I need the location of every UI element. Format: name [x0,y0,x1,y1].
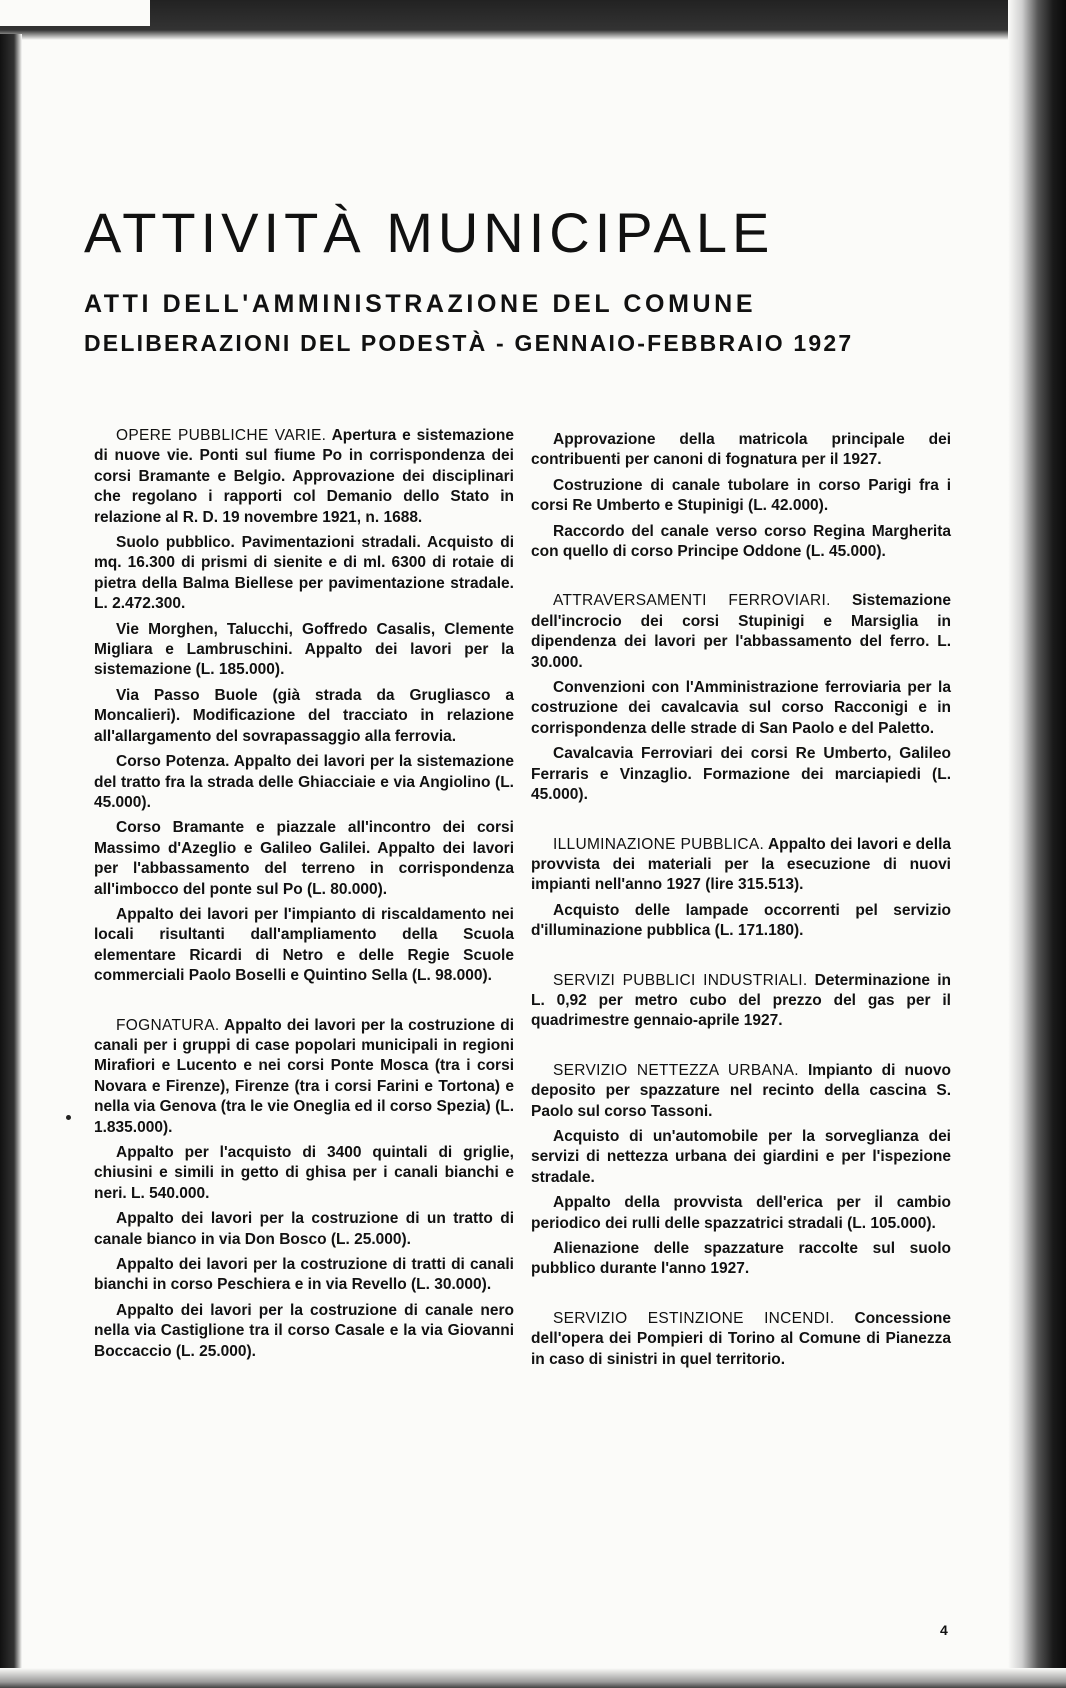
ink-spot [66,1115,71,1120]
right-column [531,430,951,1375]
section-heading: FOGNATURA. [116,1016,220,1034]
paragraph: Vie Morghen, Talucchi, Goffredo Casalis, Clemente Migliara e Lambruschini. Appalto dei lavori per la sistemazione (L. 185.000). [94,620,514,679]
paragraph: Cavalcavia Ferroviari dei corsi Re Umberto, Galileo Ferraris e Vinzaglio. Formazione dei marciapiedi (L. 45.000). [531,745,951,804]
paragraph: Raccordo del canale verso corso Regina Margherita con quello di corso Principe Oddone (L. 45.000). [531,522,951,561]
scan-edge-bottom [0,1668,1066,1688]
scan-edge-notch [0,0,150,26]
paragraph: Appalto della provvista dell'erica per il cambio periodico dei rulli delle spazzatrici stradali (L. 105.000). [531,1194,951,1232]
paragraph: SERVIZIO ESTINZIONE INCENDI. Concessione dell'opera dei Pompieri di Torino al Comune di Pianezza in caso di sinistri in quel territorio. [531,1309,951,1368]
scan-edge-left [0,34,22,1688]
paragraph: Appalto dei lavori per l'impianto di riscaldamento nei locali risultanti dall'ampliamento della Scuola elementare Ricardi di Netro e delle Regie Scuole commerciali Paolo Boselli e Quintino Sella (L. 98.000). [94,905,514,985]
section-heading: ATTRAVERSAMENTI FERROVIARI. [553,592,831,610]
paragraph: SERVIZI PUBBLICI INDUSTRIALI. Determinazione in L. 0,92 per metro cubo del prezzo del gas per il quadrimestre gennaio-aprile 1927. [531,971,951,1030]
left-column [94,426,514,1367]
paragraph: Approvazione della matricola principale dei contribuenti per canoni di fognatura per il 1927. [531,431,951,469]
paragraph: Convenzioni con l'Amministrazione ferroviaria per la costruzione dei cavalcavia sul corso Racconigi e in corrispondenza delle strade di San Paolo e del Paletto. [531,679,951,737]
page-subtitle: ATTI DELL'AMMINISTRAZIONE DEL COMUNE [84,290,757,318]
section-heading: SERVIZI PUBBLICI INDUSTRIALI. [553,971,808,989]
paragraph: Appalto per l'acquisto di 3400 quintali di griglie, chiusini e simili in getto di ghisa per i canali bianchi e neri. L. 540.000. [94,1144,514,1202]
paragraph: Corso Bramante e piazzale all'incontro dei corsi Massimo d'Azeglio e Galileo Galilei. Appalto dei lavori per l'abbassamento del terreno in corrispondenza all'imbocco del ponte sul Po (L. 80.000). [94,819,514,898]
paragraph: Costruzione di canale tubolare in corso Parigi fra i corsi Re Umberto e Stupinigi (L. 42.000). [531,476,951,515]
paragraph: FOGNATURA. Appalto dei lavori per la costruzione di canali per i gruppi di case popolari municipali in regioni Mirafiori e Lucento e nei corsi Ponte Mosca (tra i corsi Novara e Firenze), Firenze (tra i corsi Farini e Tortona) e nella via Genova (tra le vie Oneglia ed il corso Spezia) (L. 1.835.000). [94,1016,515,1136]
paragraph: Alienazione delle spazzature raccolte sul suolo pubblico durante l'anno 1927. [531,1240,951,1278]
section-heading: ILLUMINAZIONE PUBBLICA. [553,835,765,853]
page-subtitle-period: DELIBERAZIONI DEL PODESTÀ - GENNAIO-FEBBRAIO 1927 [84,330,854,356]
section-heading: SERVIZIO ESTINZIONE INCENDI. [553,1309,835,1327]
paragraph: Acquisto delle lampade occorrenti pel servizio d'illuminazione pubblica (L. 171.180). [531,901,951,940]
paragraph: Acquisto di un'automobile per la sorveglianza dei servizi di nettezza urbana dei giardini e per l'ispezione stradale. [531,1127,951,1186]
section-heading: OPERE PUBBLICHE VARIE. [116,427,327,444]
paragraph: ATTRAVERSAMENTI FERROVIARI. Sistemazione dell'incrocio dei corsi Stupinigi e Marsiglia in dipendenza dei lavori per l'abbassamento del ferro. L. 30.000. [531,592,951,671]
paragraph: Appalto dei lavori per la costruzione di tratti di canali bianchi in corso Peschiera e in via Revello (L. 30.000). [94,1256,514,1294]
scan-edge-right [1008,0,1066,1688]
paragraph: Corso Potenza. Appalto dei lavori per la sistemazione del tratto fra la strada delle Ghiacciaie e via Angiolino (L. 45.000). [94,753,514,811]
paragraph: ILLUMINAZIONE PUBBLICA. Appalto dei lavori e della provvista dei materiali per la esecuzione di nuovi impianti nell'anno 1927 (lire 315.513). [531,835,951,894]
page-number: 4 [940,1622,948,1638]
paragraph: Via Passo Buole (già strada da Grugliasco a Moncalieri). Modificazione del tracciato in relazione all'allargamento del sovrapassaggio alla ferrovia. [94,686,514,745]
scan-edge-top [0,0,1066,40]
paragraph: Appalto dei lavori per la costruzione di un tratto di canale bianco in via Don Bosco (L. 25.000). [94,1210,514,1248]
paragraph: Suolo pubblico. Pavimentazioni stradali. Acquisto di mq. 16.300 di prismi di sienite e di ml. 6300 di rotaie di pietra della Balma Biellese per pavimentazione stradale. L. 2.472.300. [94,534,514,613]
section-heading: SERVIZIO NETTEZZA URBANA. [553,1061,799,1079]
paragraph: SERVIZIO NETTEZZA URBANA. Impianto di nuovo deposito per spazzature nel recinto della cascina S. Paolo sul corso Tassoni. [531,1061,951,1120]
paragraph: Appalto dei lavori per la costruzione di canale nero nella via Castiglione tra il corso Casale e la via Giovanni Boccaccio (L. 25.000). [94,1301,514,1360]
page-title: ATTIVITÀ MUNICIPALE [84,201,775,264]
paragraph: OPERE PUBBLICHE VARIE. Apertura e sistemazione di nuove vie. Ponti sul fiume Po in corrispondenza dei corsi Bramante e Belgio. Approvazione dei disciplinari che regolano i rapporti col Demanio dello Stato in relazione al R. D. 19 novembre 1921, n. 1688. [94,427,514,526]
